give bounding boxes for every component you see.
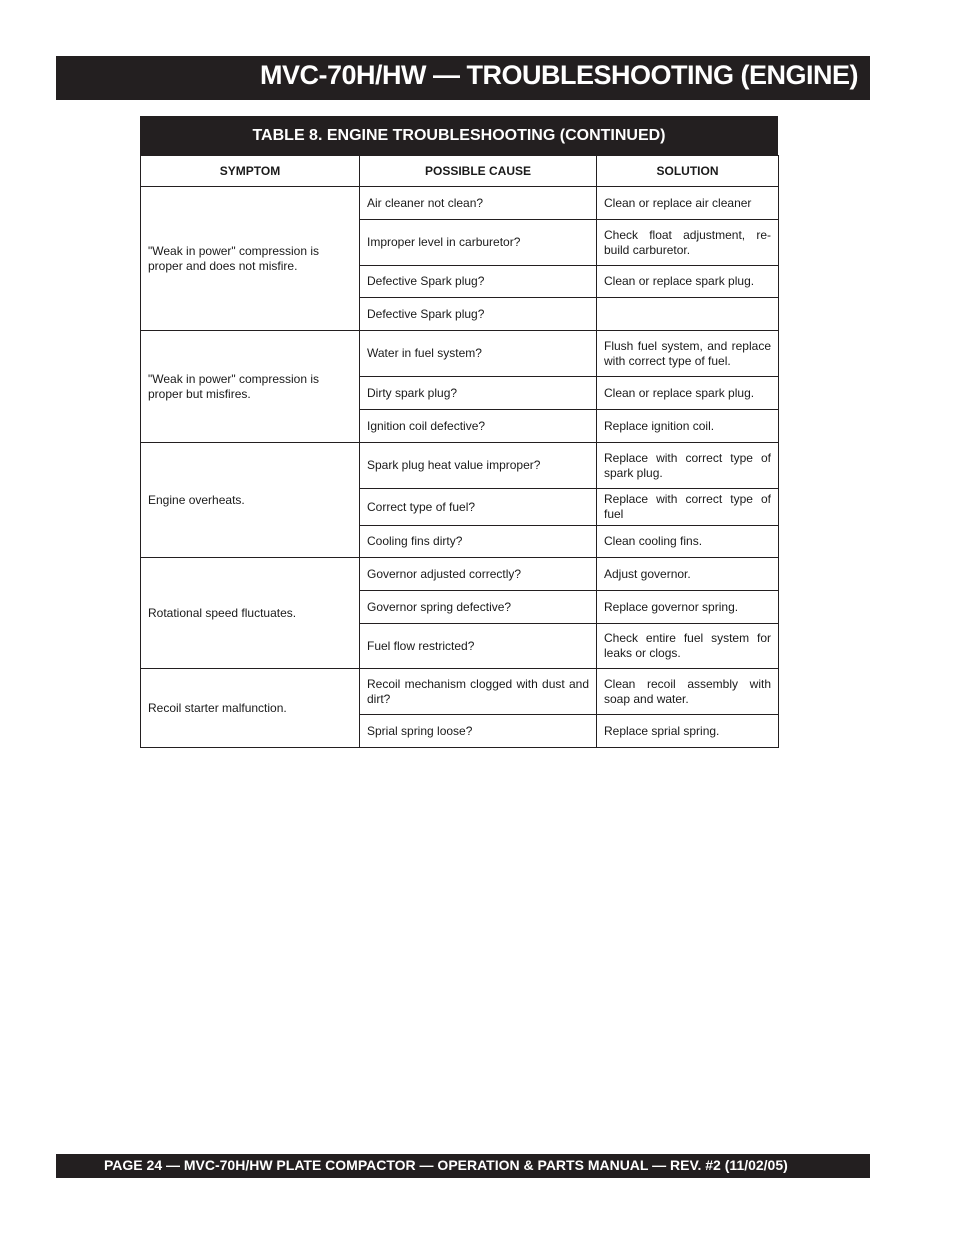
possible-cause-cell: Correct type of fuel? xyxy=(360,489,597,526)
possible-cause-cell: Improper level in carburetor? xyxy=(360,220,597,266)
possible-cause-cell: Cooling fins dirty? xyxy=(360,526,597,558)
page-footer-text: PAGE 24 — MVC-70H/HW PLATE COMPACTOR — OPERATION & PARTS MANUAL — REV. #2 (11/02/05) xyxy=(104,1157,788,1173)
table-header-row xyxy=(141,156,779,187)
page-title: MVC-70H/HW — TROUBLESHOOTING (ENGINE) xyxy=(259,60,858,90)
solution-cell: Check entire fuel system for leaks or clogs. xyxy=(597,624,779,669)
possible-cause-cell: Sprial spring loose? xyxy=(360,715,597,748)
table-body xyxy=(141,187,779,748)
table-row xyxy=(141,669,779,715)
solution-cell: Replace with correct type of fuel xyxy=(597,489,779,526)
solution-cell xyxy=(597,298,779,331)
possible-cause-cell: Governor adjusted correctly? xyxy=(360,558,597,591)
table-caption: TABLE 8. ENGINE TROUBLESHOOTING (CONTINUED) xyxy=(140,116,778,155)
symptom-cell: "Weak in power" compression is proper but misfires. xyxy=(141,331,360,443)
possible-cause-cell: Dirty spark plug? xyxy=(360,377,597,410)
possible-cause-cell: Water in fuel system? xyxy=(360,331,597,377)
table-row xyxy=(141,443,779,489)
solution-cell: Clean recoil assembly with soap and water. xyxy=(597,669,779,715)
solution-cell: Clean or replace air cleaner xyxy=(597,187,779,220)
table-row xyxy=(141,558,779,591)
column-header-possible-cause: POSSIBLE CAUSE xyxy=(360,156,597,187)
solution-cell: Adjust governor. xyxy=(597,558,779,591)
symptom-cell: Engine overheats. xyxy=(141,443,360,558)
solution-cell: Clean cooling fins. xyxy=(597,526,779,558)
possible-cause-cell: Defective Spark plug? xyxy=(360,266,597,298)
troubleshooting-table xyxy=(140,155,779,748)
column-header-symptom: SYMPTOM xyxy=(141,156,360,187)
solution-cell: Replace ignition coil. xyxy=(597,410,779,443)
troubleshooting-table-container xyxy=(140,116,778,748)
possible-cause-cell: Fuel flow restricted? xyxy=(360,624,597,669)
page-footer-bar xyxy=(56,1154,870,1178)
symptom-cell: Rotational speed fluctuates. xyxy=(141,558,360,669)
page-header-bar xyxy=(56,56,870,100)
solution-cell: Clean or replace spark plug. xyxy=(597,266,779,298)
possible-cause-cell: Recoil mechanism clogged with dust and dirt? xyxy=(360,669,597,715)
table-row xyxy=(141,331,779,377)
table-row xyxy=(141,187,779,220)
column-header-solution: SOLUTION xyxy=(597,156,779,187)
possible-cause-cell: Governor spring defective? xyxy=(360,591,597,624)
solution-cell: Check float adjustment, re-build carburetor. xyxy=(597,220,779,266)
possible-cause-cell: Ignition coil defective? xyxy=(360,410,597,443)
solution-cell: Replace with correct type of spark plug. xyxy=(597,443,779,489)
solution-cell: Replace governor spring. xyxy=(597,591,779,624)
symptom-cell: Recoil starter malfunction. xyxy=(141,669,360,748)
solution-cell: Replace sprial spring. xyxy=(597,715,779,748)
possible-cause-cell: Spark plug heat value improper? xyxy=(360,443,597,489)
possible-cause-cell: Defective Spark plug? xyxy=(360,298,597,331)
symptom-cell: "Weak in power" compression is proper and does not misfire. xyxy=(141,187,360,331)
solution-cell: Clean or replace spark plug. xyxy=(597,377,779,410)
solution-cell: Flush fuel system, and replace with correct type of fuel. xyxy=(597,331,779,377)
possible-cause-cell: Air cleaner not clean? xyxy=(360,187,597,220)
